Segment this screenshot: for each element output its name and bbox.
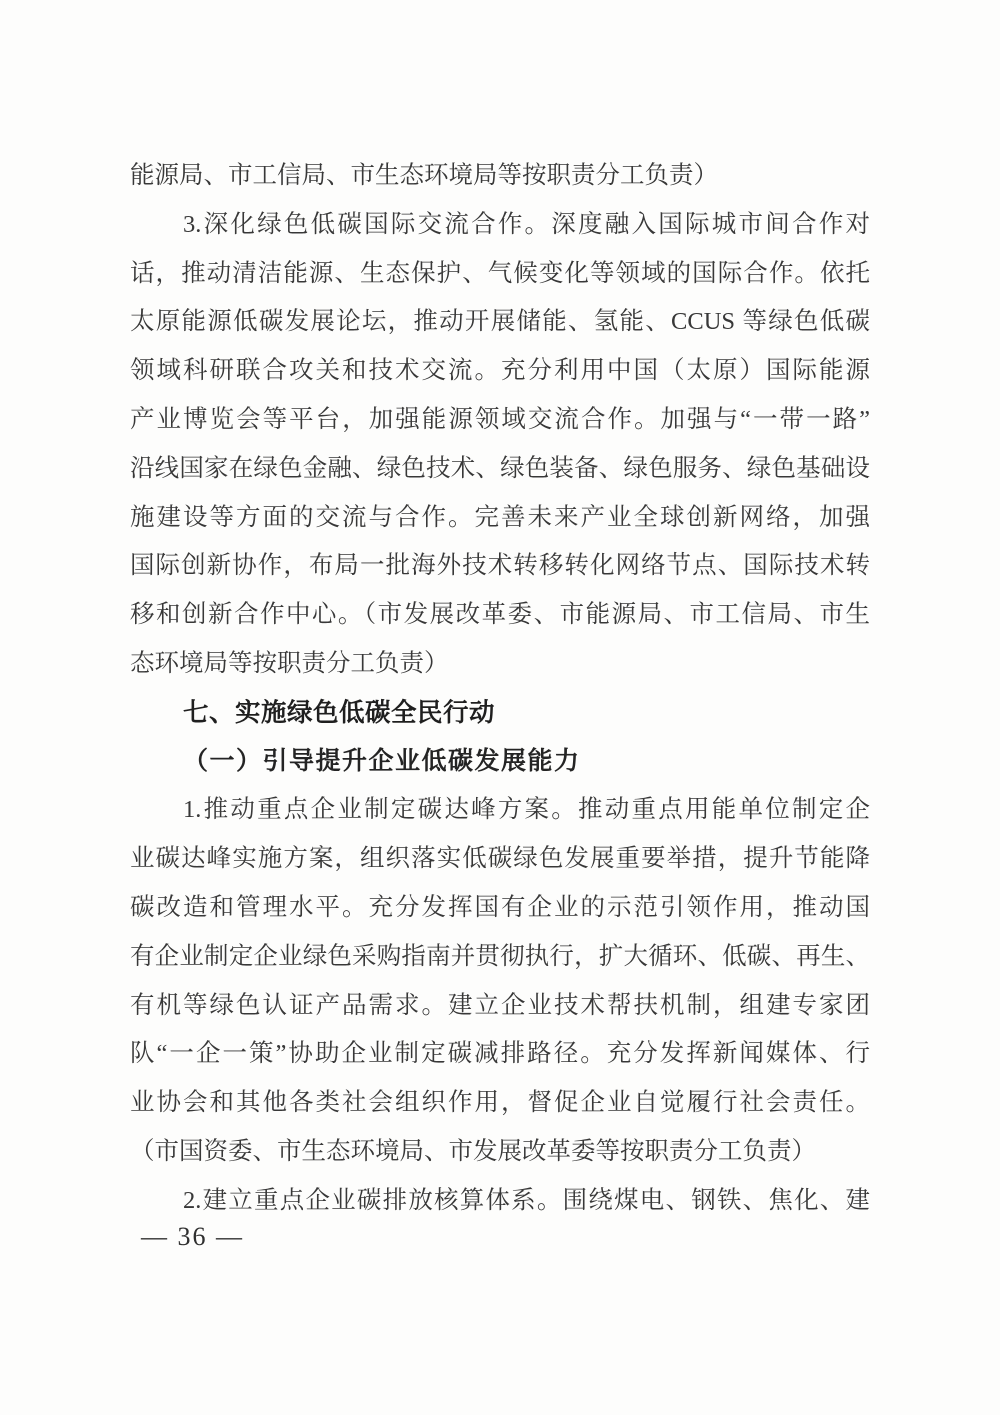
paragraph-3-international-exchange-line-1: 3.深化绿色低碳国际交流合作。深度融入国际城市间合作对 [183,210,870,238]
paragraph-1-carbon-peak-plans-line-8: （市国资委、市生态环境局、市发展改革委等按职责分工负责） [130,1137,816,1165]
page-number: — 36 — [141,1222,244,1251]
paragraph-3-international-exchange-line-5: 产业博览会等平台，加强能源领域交流合作。加强与“一带一路” [130,405,870,433]
heading-subsection-1-enterprise-lowcarbon-line-1: （一）引导提升企业低碳发展能力 [183,747,581,775]
paragraph-1-carbon-peak-plans-line-2: 业碳达峰实施方案，组织落实低碳绿色发展重要举措，提升节能降 [130,845,870,873]
paragraph-3-international-exchange-line-9: 移和创新合作中心。（市发展改革委、市能源局、市工信局、市生 [130,601,870,629]
text-block [130,152,870,1226]
paragraph-continued-responsibility-line-1: 能源局、市工信局、市生态环境局等按职责分工负责） [130,162,718,189]
paragraph-3-international-exchange-line-2: 话，推动清洁能源、生态保护、气候变化等领域的国际合作。依托 [130,259,870,287]
paragraph-3-international-exchange-line-3: 太原能源低碳发展论坛，推动开展储能、氢能、CCUS 等绿色低碳 [130,308,870,336]
paragraph-1-carbon-peak-plans-line-5: 有机等绿色认证产品需求。建立企业技术帮扶机制，组建专家团 [130,991,870,1019]
paragraph-3-international-exchange-line-10: 态环境局等按职责分工负责） [130,649,449,677]
paragraph-2-carbon-accounting-line-1: 2.建立重点企业碳排放核算体系。围绕煤电、钢铁、焦化、建 [183,1186,870,1214]
paragraph-1-carbon-peak-plans-line-4: 有企业制定企业绿色采购指南并贯彻执行，扩大循环、低碳、再生、 [130,942,870,970]
heading-section-7-green-lowcarbon-action-line-1: 七、实施绿色低碳全民行动 [183,698,496,727]
paragraph-3-international-exchange-line-4: 领域科研联合攻关和技术交流。充分利用中国（太原）国际能源 [130,357,870,385]
page-footer [141,1216,244,1258]
paragraph-3-international-exchange-line-7: 施建设等方面的交流与合作。完善未来产业全球创新网络，加强 [130,503,870,531]
paragraph-1-carbon-peak-plans-line-1: 1.推动重点企业制定碳达峰方案。推动重点用能单位制定企 [183,796,870,824]
paragraph-3-international-exchange-line-6: 沿线国家在绿色金融、绿色技术、绿色装备、绿色服务、绿色基础设 [130,454,870,482]
paragraph-1-carbon-peak-plans-line-6: 队“一企一策”协助企业制定碳减排路径。充分发挥新闻媒体、行 [130,1040,870,1068]
paragraph-1-carbon-peak-plans-line-7: 业协会和其他各类社会组织作用，督促企业自觉履行社会责任。 [130,1089,870,1117]
paragraph-3-international-exchange-line-8: 国际创新协作，布局一批海外技术转移转化网络节点、国际技术转 [130,552,870,580]
paragraph-1-carbon-peak-plans-line-3: 碳改造和管理水平。充分发挥国有企业的示范引领作用，推动国 [130,893,870,921]
